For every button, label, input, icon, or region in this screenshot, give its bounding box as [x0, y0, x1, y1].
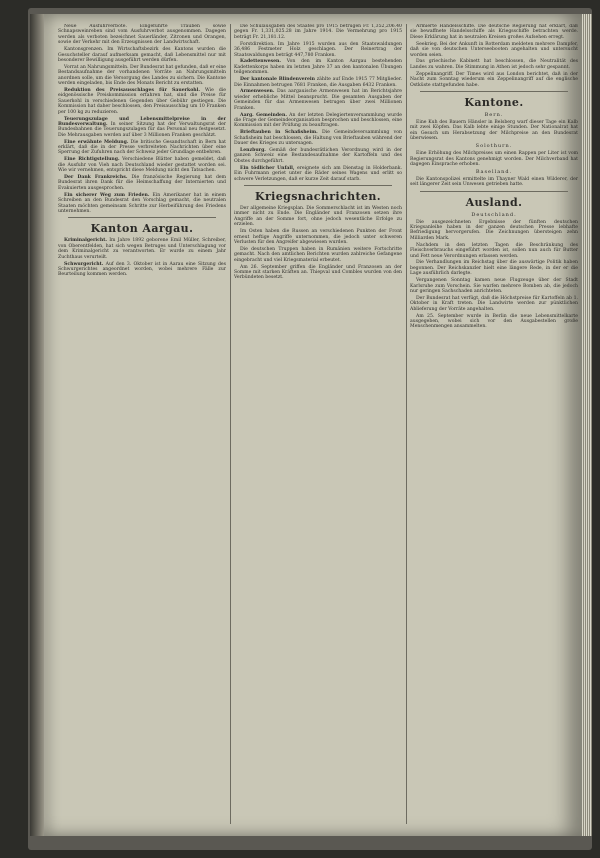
article-heading: Kadettenwesen.: [240, 59, 281, 65]
article: [234, 148, 402, 164]
article-text: Verschiedene Blätter haben gemeldet, daß die Ausfuhr von Vieh nach Deutschland wieder gestattet worden sei. Wie wir vernehmen, entspricht diese Meldung nicht den Tatsachen.: [58, 157, 226, 174]
article: [234, 59, 402, 75]
subheading-solothurn: Solothurn.: [475, 143, 513, 150]
article: [58, 193, 226, 215]
article: [58, 175, 226, 191]
article-text: Ein Amerikaner hat in einem Schreiben an den Bundesrat den Vorschlag gemacht, die neutralen Staaten möchten gemeinsam Schritte zur Herbeiführung des Friedens unternehmen.: [58, 192, 226, 214]
paragraph: Die deutschen Truppen haben in Rumänien weitere Fortschritte gemacht. Nach den amtlichen Berichten wurden zahlreiche Gefangene eingebracht und viel Kriegsmaterial erbeutet.: [234, 246, 402, 263]
article-heading: Eine Richtigstellung.: [64, 157, 120, 163]
paragraph: Der Bundesrat hat verfügt, daß die Höchstpreise für Kartoffeln ab 1. Oktober in Kraft treten. Die Landwirte werden zur pünktlichen Ablieferung der Vorräte angehalten.: [410, 295, 578, 312]
article-heading: Ein sicherer Weg zum Frieden.: [64, 192, 150, 198]
column-2: [234, 24, 402, 824]
divider: [68, 217, 216, 218]
article: [58, 117, 226, 139]
paragraph: Die ausgezeichneten Ergebnisse der fünften deutschen Kriegsanleihe haben in der ganzen deutschen Presse lebhafte Befriedigung hervorgerufen. Die Zeichnungen übersteigen zehn Milliarden Mark.: [410, 219, 578, 241]
article-text: Im Jahre 1892 geborene Emil Müller, Schreiber, von Oberentfelden, hat sich wegen Betruges und Unterschlagung vor dem Kriminalgericht zu verantworten. Er wurde zu einem Jahr Zuchthaus verurteilt.: [58, 238, 226, 260]
paragraph: Vorrat an Nahrungsmitteln. Der Bundesrat hat gefunden, daß er eine Bestandsaufnahme der vorhandenen Vorräte an Nahrungsmitteln anordnen solle, um die Versorgung des Landes zu sichern. Die Kantone werden eingeladen, bis Ende des Monats Bericht zu erstatten.: [58, 64, 226, 87]
paragraph: Im Osten haben die Russen an verschiedenen Punkten der Front erneut heftige Angriffe unternommen, die jedoch unter schweren Verlusten für den Angreifer abgewiesen wurden.: [234, 229, 402, 245]
article: [58, 88, 226, 115]
article-heading: Der Dank Frankreichs.: [64, 175, 128, 181]
paragraph: Die Schulausgaben des Staates pro 1915 betrugen Fr. 1,352,206.40 gegen Fr. 1,331,025.28 im Jahre 1914. Die Vermehrung pro 1915 beträgt Fr. 21,181.12.: [234, 24, 402, 40]
article-heading: Brieftauben in Schafisheim.: [240, 130, 318, 136]
paragraph: Kantonsgrenzen. Im Wirtschaftsbezirk des Kantons wurden die Gesuchsteller darauf aufmerksam gemacht, daß Lebensmittel nur mit besonderer Bewilligung ausgeführt werden dürfen.: [58, 47, 226, 63]
article-heading: Kriminalgericht.: [64, 238, 107, 244]
paragraph: Am 26. September griffen die Engländer und Franzosen an der Somme mit starken Kräften an. Thiepval und Combles wurden von den Verbündeten besetzt.: [234, 264, 402, 281]
paragraph: Forstdirektion. Im Jahre 1915 wurden aus den Staatswaldungen 36,486 Festmeter Holz geschlagen. Der Reinertrag der Staatswaldungen beträgt 447,780 Franken.: [234, 41, 402, 58]
page-edges: [582, 14, 592, 836]
article-text: In seiner Sitzung hat der Verwaltungsrat der Bundesbahnen die Teuerungszulagen für das Personal neu festgesetzt. Die Mehrausgaben werden auf über 3 Millionen Franken geschätzt.: [58, 121, 226, 138]
article-text: Von den im Kanton Aargau bestehenden Kadettenkorps haben im letzten Jahre 37 an den kantonalen Übungen teilgenommen.: [234, 59, 402, 76]
divider: [244, 185, 392, 186]
section-heading-kantone: Kantone.: [464, 95, 524, 109]
paragraph: Am 25. September wurde in Berlin die neue Lebensmittelkarte ausgegeben, wobei sich vor den Ausgabestellen große Menschenmengen ansammelten.: [410, 313, 578, 330]
column-3: [410, 24, 578, 824]
article-text: Das aargauische Armenwesen hat im Berichtsjahre wieder erhebliche Mittel beansprucht. Die gesamten Ausgaben der Gemeinden für das Armenwesen betrugen über zwei Millionen Franken.: [234, 89, 402, 111]
article: [234, 89, 402, 111]
article-text: Die britische Gesandtschaft in Bern hat erklärt, daß die in der Presse verbreiteten Nachrichten über eine Sperrung der Zufuhren nach der Schweiz jeder Grundlage entbehren.: [58, 139, 226, 156]
paragraph: Zeppelinangriff. Der Times wird aus London berichtet, daß in der Nacht zum Sonntag wiederum ein Zeppelinangriff auf die englische Ostküste stattgefunden habe.: [410, 71, 578, 88]
article: [58, 140, 226, 156]
paragraph: Der allgemeine Kriegsplan. Die Sommerschlacht ist im Westen noch immer nicht zu Ende. Die Engländer und Franzosen setzen ihre Angriffe an der Somme fort, ohne jedoch wesentliche Erfolge zu erzielen.: [234, 205, 402, 228]
article-heading: Armenwesen.: [240, 89, 275, 95]
article: [234, 77, 402, 88]
article-heading: Eine erwähnte Meldung.: [64, 139, 129, 145]
paragraph: Eine Kuh des Bauern Hänsler in Belsberg warf dieser Tage ein Kalb mit zwei Köpfen. Das Kalb lebte einige Stunden. Der Nationalrat hat ein Gesuch um Herabsetzung der Milchpreise an den Bundesrat überwiesen.: [410, 119, 578, 142]
paragraph: Neue Ausfuhrverbote. Eingeführte Trauben sowie Schnapsweinreben sind vom Ausfuhrverbot ausgenommen. Dagegen werden als verboten bezeichnet Sauerländer, Zitronen und Orangen, sowie der Verkehr mit den Erzeugnissen der Landwirtschaft.: [58, 24, 226, 46]
subheading-bern: Bern.: [484, 111, 504, 118]
paragraph: Vergangenen Sonntag kamen neue Flugzeuge über der Stadt Karlsruhe zum Vorschein. Sie warfen mehrere Bomben ab, die jedoch nur geringen Sachschaden anrichteten.: [410, 278, 578, 294]
column-1: [58, 24, 226, 824]
article-text: ereignete sich am Dienstag in Holderbank. Ein Fuhrmann geriet unter die Räder seines Wagens und erlitt so schwere Verletzungen, daß er kurze Zeit darauf starb.: [234, 165, 402, 182]
paragraph: Die Kantonspolizei ermittelte im Thayner Wald einen Wilderer, der seit längerer Zeit sein Unwesen getrieben hatte.: [410, 176, 578, 188]
paragraph: Die Verhandlungen im Reichstag über die auswärtige Politik haben begonnen. Der Reichskanzler hielt eine längere Rede, in der er die Lage ausführlich darlegte.: [410, 260, 578, 277]
article-heading: Teuerungszulage und Lebensmittelpreise in der Bundesverwaltung.: [58, 116, 226, 127]
column-rule: [406, 24, 407, 824]
article-text: Die französische Regierung hat dem Bundesrat ihren Dank für die Heimschaffung der Internierten und Evakuierten ausgesprochen.: [58, 175, 226, 191]
section-heading-ausland: Ausland.: [465, 195, 523, 209]
article-text: Gemäß der bundesrätlichen Verordnung wird in der ganzen Schweiz eine Bestandesaufnahme der Kartoffeln und des Obstes durchgeführt.: [234, 148, 402, 164]
article-heading: Der kantonale Blindenverein: [240, 77, 315, 83]
article-text: Wie die eidgenössische Preiskommission erfahren hat, sind die Preise für Sauerkohl in verschiedenen Gegenden über Gebühr gestiegen. Die Kommission hat daher beschlossen, den Preisausschlag um 10 Franken per 100 kg zu reduzieren.: [58, 87, 226, 115]
paragraph: Nachdem in den letzten Tagen die Beschränkung des Fleischverbrauchs eingeführt worden ist, sollen nun auch für Butter und Fett neue Verordnungen erlassen werden.: [410, 242, 578, 259]
article-heading: Aarg. Gemeinden.: [240, 112, 287, 118]
section-heading-kriegsnachrichten: Kriegsnachrichten.: [254, 189, 381, 203]
paragraph: Armierte Handelsschiffe. Die deutsche Regierung hat erklärt, daß sie bewaffnete Handelsschiffe als Kriegsschiffe betrachten werde. Diese Erklärung hat in neutralen Kreisen großes Aufsehen erregt.: [410, 24, 578, 40]
paragraph: Das griechische Kabinett hat beschlossen, die Neutralität des Landes zu wahren. Die Stimmung in Athen ist jedoch sehr gespannt.: [410, 59, 578, 70]
article-heading: Ein tödlicher Unfall,: [240, 165, 295, 171]
paragraph: Eine Erhöhung des Milchpreises um einen Rappen per Liter ist vom Regierungsrat des Kantons genehmigt worden. Der Milchverband hat dagegen Einsprache erhoben.: [410, 151, 578, 167]
article-heading: Lenzburg.: [240, 148, 266, 154]
newspaper-page: [44, 14, 582, 836]
article-heading: Schwurgericht.: [64, 261, 104, 267]
article-text: zählte auf Ende 1915 77 Mitglieder. Die Einnahmen betrugen 7681 Franken, die Ausgaben 6432 Franken.: [234, 77, 402, 88]
article-text: Auf den 3. Oktober ist in Aarau eine Sitzung des Schwurgerichtes angeordnet worden, wobei mehrere Fälle zur Beurteilung kommen werden.: [58, 261, 226, 278]
article: [234, 166, 402, 182]
paragraph: Seekrieg. Bei der Ankunft in Rotterdam meldeten mehrere Dampfer, daß sie von deutschen Unterseebooten angehalten und untersucht worden seien.: [410, 41, 578, 58]
article-text: Die Gemeindeversammlung von Schafisheim hat beschlossen, die Haltung von Brieftauben während der Dauer des Krieges zu untersagen.: [234, 130, 402, 147]
article: [234, 130, 402, 146]
divider: [420, 91, 568, 92]
article: [234, 113, 402, 129]
article-heading: Reduktion des Preisausschlages für Sauerkohl.: [64, 87, 200, 93]
article: [58, 262, 226, 278]
article: [58, 157, 226, 173]
article: [58, 238, 226, 260]
divider: [420, 191, 568, 192]
subheading-baselland: Baselland.: [475, 168, 513, 175]
column-rule: [230, 24, 231, 824]
section-heading-kanton-aargau: Kanton Aargau.: [90, 222, 194, 236]
article-text: An der letzten Delegiertenversammlung wurde die Frage der Gemeindeorganisation besprochen und beschlossen, eine Kommission mit der Prüfung zu beauftragen.: [234, 112, 402, 129]
subheading-deutschland: Deutschland.: [471, 211, 517, 218]
